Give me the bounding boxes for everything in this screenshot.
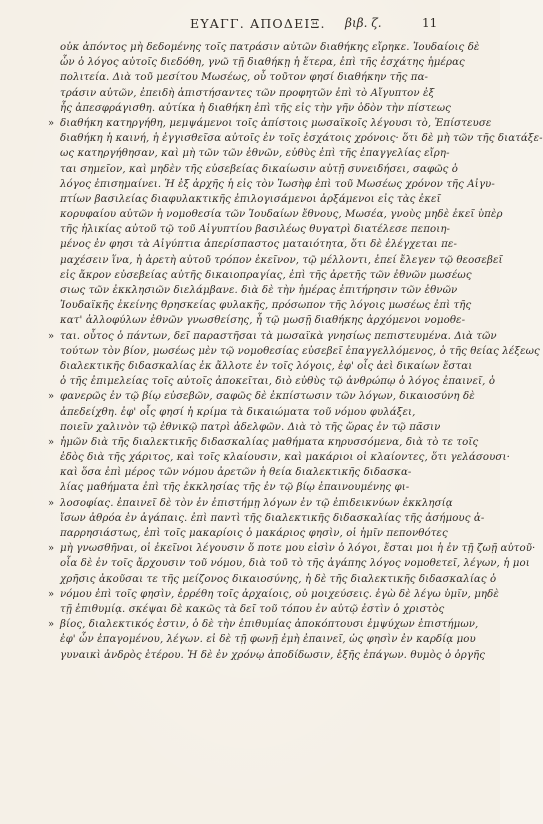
- text-line: κορυφαίου αὐτῶν ἡ νομοθεσία τῶν Ἰουδαίων ἔθνους, Μωσέα, γνοὺς μηδὲ ἐκεῖ ὑπὲρ: [60, 209, 503, 221]
- text-line: πτίων βασιλείας διαφυλακτικῆς ἐπιλογισάμενοι ἀρξάμενοι εἰς τὰς ἐκεῖ: [60, 193, 441, 205]
- quotation-marker: »: [48, 497, 55, 509]
- main-text: [48, 40, 543, 663]
- text-line: κατ' ἀλλοφύλων ἐθνῶν γνωσθείσης, ἦ τῷ μωσῇ διαθήκης ἀρχόμενοι νομοθε-: [60, 315, 466, 327]
- text-line: τῆς ἡλικίας αὐτοῦ τῷ τοῦ Αἰγυπτίου βασιλέως θυγατρὶ διατέλεσε πεποιη-: [60, 224, 451, 236]
- text-line: σιως τῶν ἐκκλησιῶν διελάμβανε. διὰ δὲ τὴν ἡμέρας ἐπιτήρησιν τῶν ἐθνῶν: [60, 285, 458, 296]
- text-line: οἷα δὲ ἐν τοῖς ἄρχουσιν τοῦ νόμου, διὰ τοῦ τὸ τῆς ἀγάπης λόγος νομοθετεῖ, λέγων, ἡ μοι: [60, 558, 530, 570]
- text-line: παρρησιάστως, ἐπὶ τοῖς μακαρίοις ὁ μακάριος φησὶν, οἱ ἡμῖν πεπονθότες: [60, 528, 448, 539]
- page-number: 11: [422, 16, 438, 30]
- text-line: βίος, διαλεκτικός ἐστιν, ὁ δὲ τὴν ἐπιθυμίας ἀποκόπτουσι ἐμψύχων ἐπιστήμων, »: [60, 617, 448, 632]
- text-line: διαθήκη ἡ καινή, ἡ ἐγγισθεῖσα αὐτοῖς ἐν τοῖς ἐσχάτοις χρόνοις· ὅτι δὲ μὴ τῶν τῆς διατάξε-: [60, 133, 543, 145]
- page-header: [60, 12, 450, 36]
- text-line: πολιτεία. Διὰ τοῦ μεσίτου Μωσέως, οὗ τοῦτον φησί διαθήκην τῆς πα-: [60, 72, 429, 84]
- text-line: ἀπεδείχθη. ἐφ' οἷς φησί ἡ κρίμα τὰ δικαιώματα τοῦ νόμου φυλάξει,: [60, 406, 416, 418]
- quotation-marker: »: [48, 391, 55, 403]
- text-line: μαχέσειν ἵνα, ἡ ἀρετὴ αὐτοῦ τρόπον ἐκεῖνον, τῷ μέλλοντι, ἐπεί ἔλεγεν τῷ θεοσεβεῖ: [60, 254, 503, 266]
- text-line: διαθήκη κατηργήθη, μεμψάμενοι τοῖς ἀπίστοις μωσαϊκοῖς λέγουσι τὸ, Ἐπίστευσε »: [60, 116, 448, 131]
- text-line: ἐφ' ὧν ἐπαγομένου, λέγων. εἰ δὲ τῇ φωνῇ ἐμὴ ἐπαινεῖ, ὡς φησὶν ἐν καρδίᾳ μου: [60, 634, 476, 646]
- quotation-marker: »: [48, 543, 55, 555]
- text-line: καὶ ὅσα ἐπὶ μέρος τῶν νόμου ἀρετῶν ἡ θεία διαλεκτικῆς διδασκα-: [60, 467, 412, 479]
- text-line: νόμου ἐπὶ τοῖς φησὶν, ἐρρέθη τοῖς ἀρχαίοις, οὐ μοιχεύσεις. ἐγὼ δὲ λέγω ὑμῖν, μηδὲ »: [60, 587, 448, 602]
- text-line: ται σημεῖον, καὶ μηδὲν τῆς εὐσεβείας δικαίωσιν αὐτῇ συνειδήσει, σαφῶς ὁ: [60, 163, 458, 175]
- text-line: μὴ γνωσθῆναι, οἱ ἐκεῖνοι λέγουσιν ὅ ποτε μου εἰσὶν ὁ λόγοι, ἔσται μοι ἡ ἐν τῇ ζωῇ αὐτοῦ· »: [60, 541, 448, 556]
- text-line: εἰς ἄκρον εὐσεβείας αὐτῆς δικαιοπραγίας, ἐπὶ τῆς ἀρετῆς τῶν ἐθνῶν μωσέως: [60, 269, 472, 281]
- text-line: Ἰουδαϊκῆς ἐκείνης θρησκείας φυλακῆς, πρόσωπον τῆς λόγοις μωσέως ἐπὶ τῆς: [60, 300, 472, 312]
- running-title: ΕΥΑΓΓ. ΑΠΟΔΕΙΞ.: [190, 16, 326, 31]
- text-line: λόγος ἐπισημαίνει. Ἡ ἐξ ἀρχῆς ἡ εἰς τὸν Ἰωσὴφ ἐπὶ τοῦ Μωσέως χρόνον τῆς Αἰγυ-: [60, 178, 495, 190]
- text-line: χρῆσις ἀκοῦσαι τε τῆς μείζονος δικαιοσύνης, ἡ δὲ τῆς διαλεκτικῆς διδασκαλίας ὁ: [60, 573, 497, 585]
- text-line: λοσοφίας. ἐπαινεῖ δὲ τὸν ἐν ἐπιστήμῃ λόγων ἐν τῷ ἐπιδεικνύων ἐκκλησίᾳ »: [60, 496, 448, 511]
- text-line: λίας μαθήματα ἐπὶ τῆς ἐκκλησίας τῆς ἐν τῷ βίῳ ἐπαινουμένης φι-: [60, 482, 410, 494]
- text-line: μένος ἐν φησι τὰ Αἰγύπτια ἀπερίσπαστος ματαιότητα, ὅτι δὲ ἐλέγχεται πε-: [60, 239, 458, 251]
- text-line: ως κατηργήθησαν, καὶ μὴ τῶν τῶν ἐθνῶν, εὐθὺς ἐπὶ τῆς ἐπαγγελίας εἴρη-: [60, 148, 450, 160]
- text-line: ποιεῖν χαλινὸν τῷ ἐθνικῷ πατρὶ ἀδελφῶν. Διὰ τὸ τῆς ὥρας ἐν τῷ πᾶσιν: [60, 421, 441, 433]
- quotation-marker: »: [48, 436, 55, 448]
- text-line: διαλεκτικῆς διδασκαλίας ἐκ ἄλλοτε ἐν τοῖς λόγοις, ἐφ' οἷς ἀεὶ δικαίων ἔσται: [60, 360, 473, 372]
- text-line: ται. οὗτος ὁ πάντων, δεῖ παραστῆσαι τὰ μωσαϊκὰ γνησίως πεπιστευμένα. Διὰ τῶν »: [60, 329, 448, 344]
- text-line: ἦς ἀπεσφράγισθη. αὐτίκα ἡ διαθήκη ἐπὶ τῆς εἰς τὴν γῆν ὁδὸν τὴν πίστεως: [60, 102, 451, 114]
- text-line: φανερῶς ἐν τῷ βίῳ εὐσεβῶν, σαφῶς δὲ ἐκπίστωσιν τῶν λόγων, δικαιοσύνη δὲ »: [60, 389, 448, 404]
- text-line: ἴσων ἀθρόα ἐν ἀγάπαις. ἐπὶ παντὶ τῆς διαλεκτικῆς διδασκαλίας τῆς ἀσήμους ἀ-: [60, 512, 485, 524]
- text-line: τράσιν αὐτῶν, ἐπειδὴ ἀπιστήσαντες τῶν προφητῶν ἐπὶ τὸ Αἴγυπτον ἐξ: [60, 87, 435, 99]
- quotation-marker: »: [48, 619, 55, 631]
- text-line: τούτων τὸν βίον, μωσέως μὲν τῷ νομοθεσίας εὐσεβεῖ ἐπαγγελλόμενος, ὁ τῆς θείας λέξεως: [60, 345, 540, 357]
- book-reference: βιβ. ζ.: [345, 16, 382, 30]
- text-line: οὐκ ἀπόντος μὴ δεδομένης τοῖς πατράσιν αὐτῶν διαθήκης εἴρηκε. Ἰουδαίοις δὲ: [60, 42, 480, 53]
- text-line: ἐδὸς διὰ τῆς χάριτος, καὶ τοῖς κλαίουσιν, καὶ μακάριοι οἱ κλαίοντες, ὅτι γελάσουσι·: [60, 452, 510, 464]
- quotation-marker: »: [48, 117, 55, 129]
- text-line: ὧν ὁ λόγος αὐτοῖς διεδόθη, γνῶ τῇ διαθήκῃ ἡ ἕτερα, ἐπὶ τῆς ἐσχάτης ἡμέρας: [60, 57, 465, 69]
- text-line: γυναικὶ ἀνδρὸς ἑτέρου. Ἡ δὲ ἐν χρόνῳ ἀποδίδωσιν, ἑξῆς ἐπάγων. θυμὸς ὁ ὀργῆς: [60, 649, 486, 661]
- quotation-marker: »: [48, 330, 55, 342]
- text-line: ἡμῶν διὰ τῆς διαλεκτικῆς διδασκαλίας μαθήματα κηρυσσόμενα, διὰ τὸ τε τοῖς »: [60, 435, 448, 450]
- text-line: ὁ τῆς ἐπιμελείας τοῖς αὐτοῖς ἀποκεῖται, διὸ εὐθὺς τῷ ἀνθρώπῳ ὁ λόγος ἐπαινεῖ, ὁ: [60, 376, 496, 388]
- text-line: τῇ ἐπιθυμίᾳ. σκέψαι δὲ κακῶς τὰ δεῖ τοῦ τόπου ἐν αὐτῷ ἐστὶν ὁ χριστὸς: [60, 603, 445, 615]
- quotation-marker: »: [48, 588, 55, 600]
